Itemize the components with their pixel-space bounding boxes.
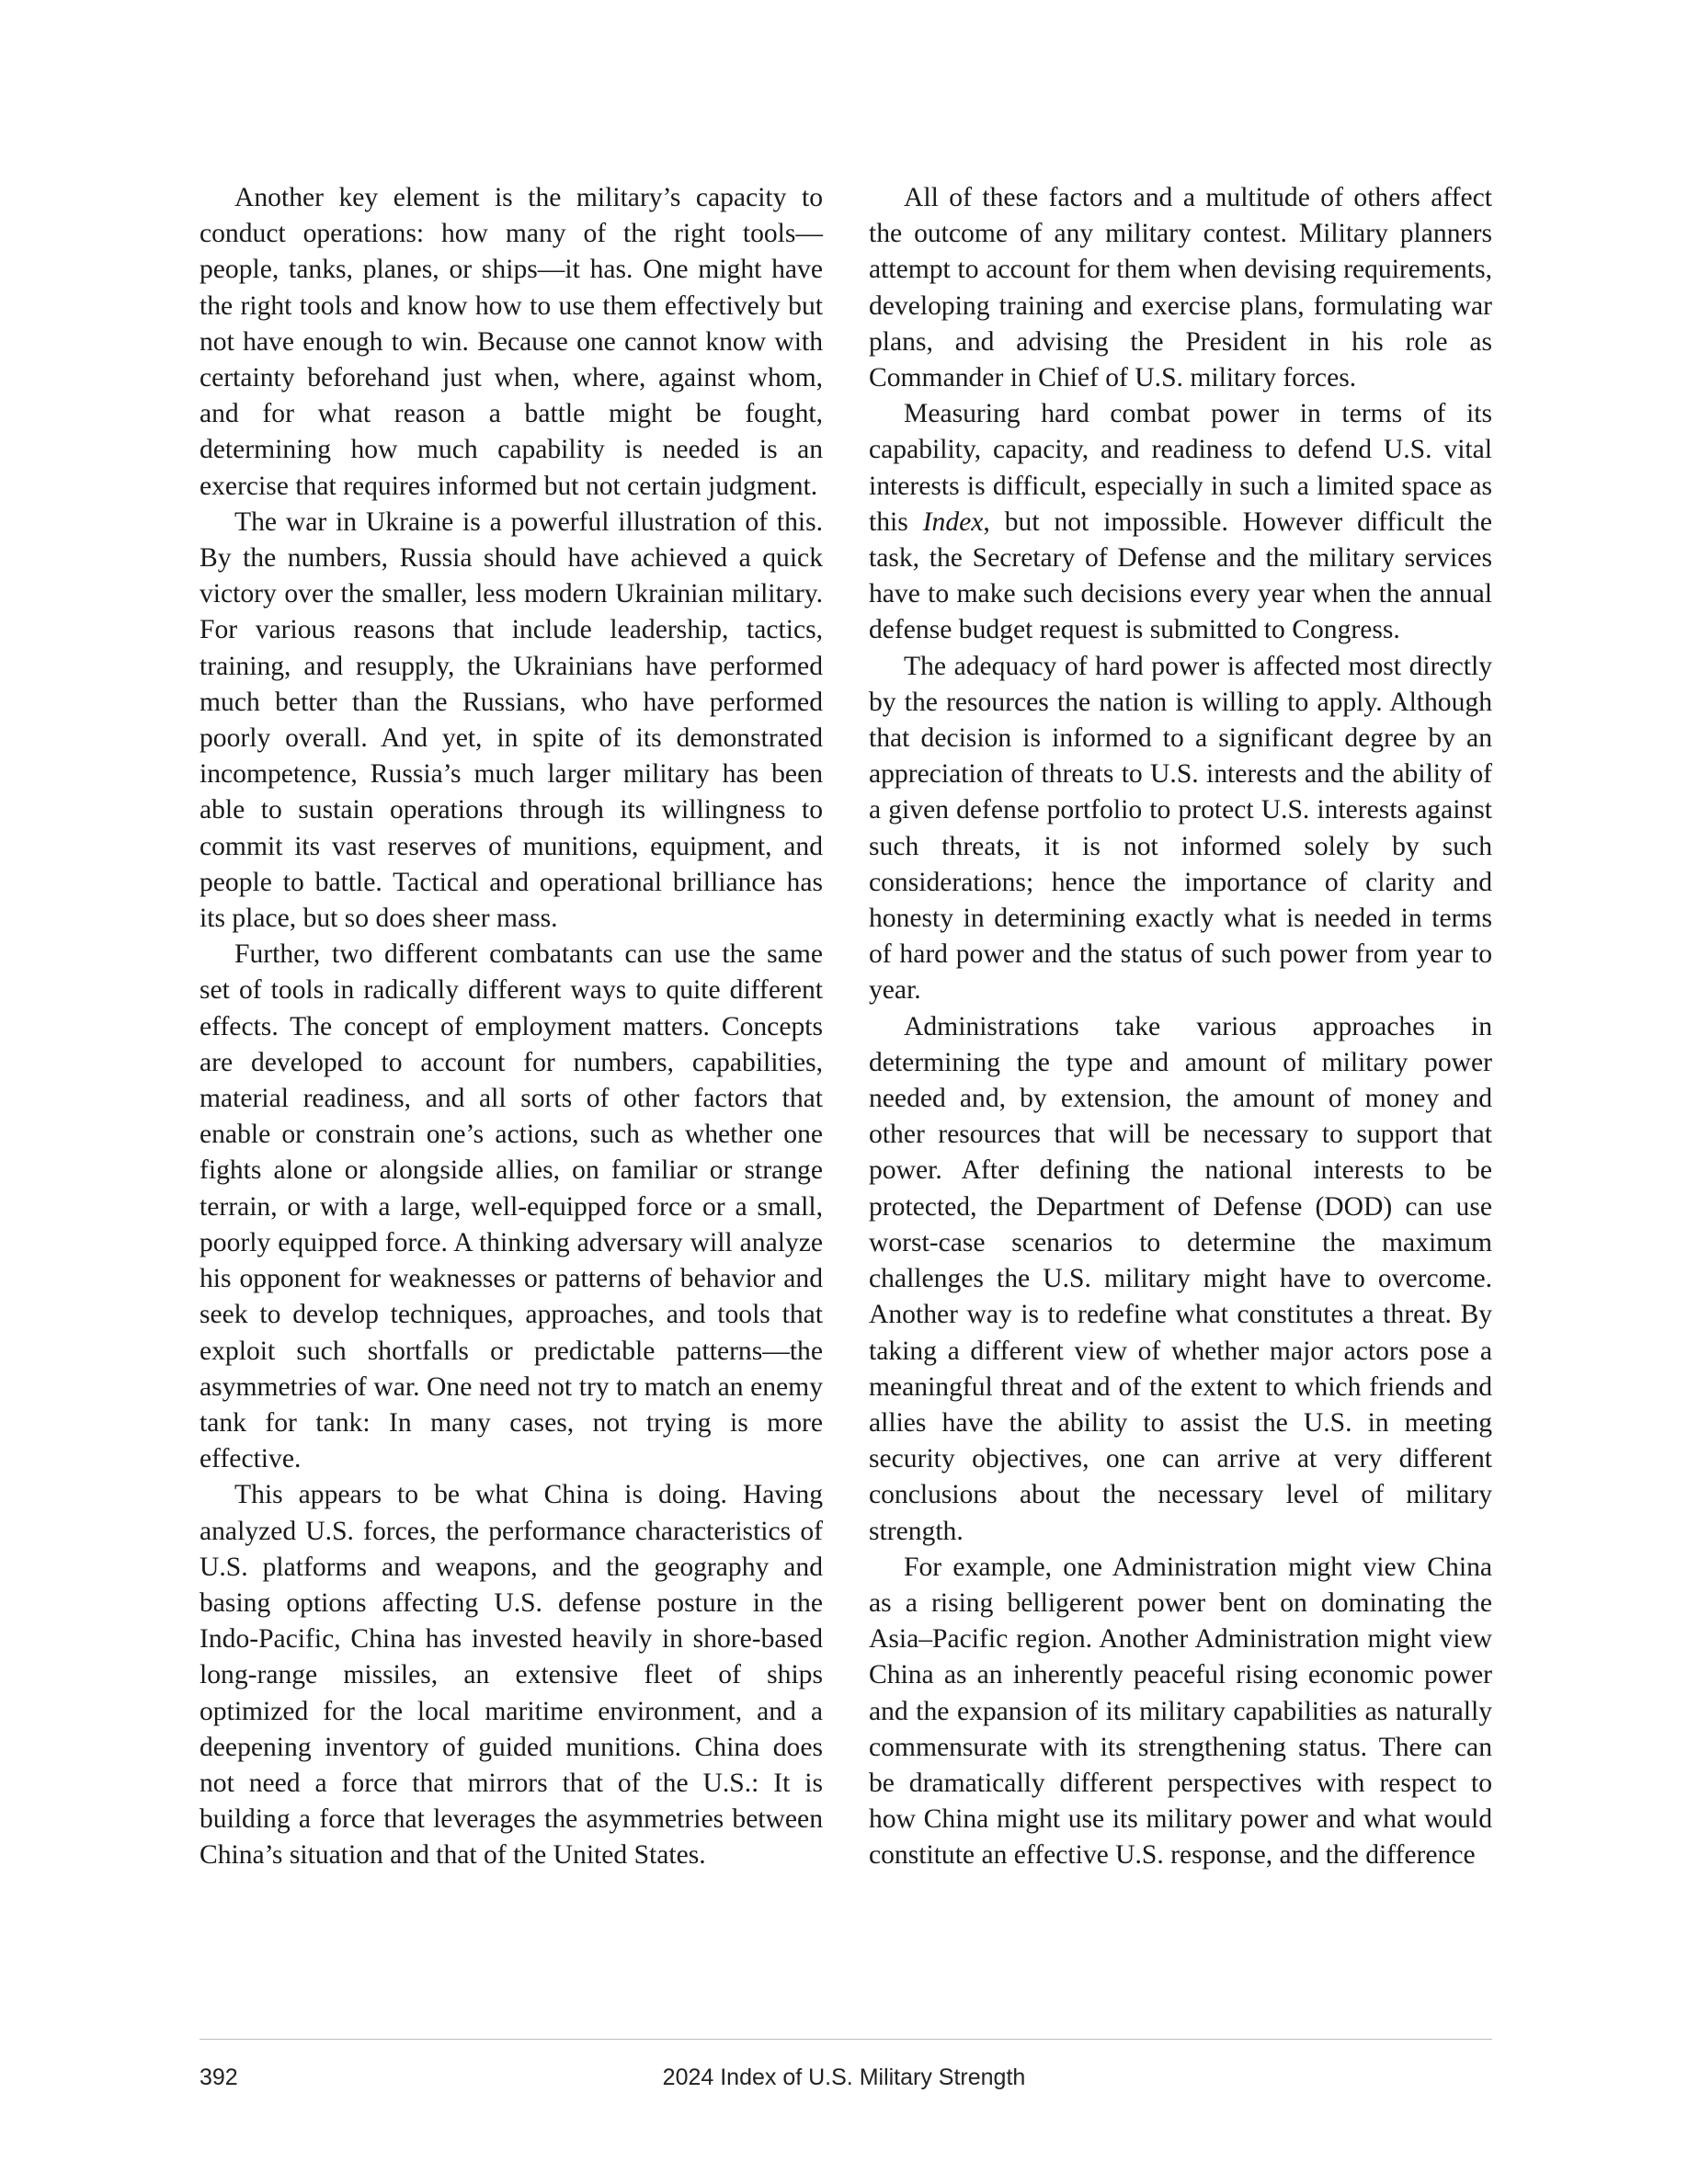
paragraph — [869, 396, 1492, 648]
paragraph-text: , but not impossible. However difficult the task, the Secretary of Defense and the military services have to make such decisions every year when the annual defense budget request is submitted to Congress. — [869, 506, 1493, 645]
paragraph: Administrations take various approaches in determining the type and amount of military power needed and, by extension, the amount of money and other resources that will be necessary to support that power. After defining the national interests to be protected, the Department of Defense (DOD) can use worst-case scenarios to determine the maximum challenges the U.S. military might have to overcome. Another way is to redefine what constitutes a threat. By taking a different view of whether major actors pose a meaningful threat and of the extent to which friends and allies have the ability to assist the U.S. in meeting security objectives, one can arrive at very different conclusions about the necessary level of military strength. — [869, 1011, 1492, 1546]
footer-divider — [200, 2039, 1492, 2040]
running-title: 2024 Index of U.S. Military Strength — [662, 2065, 1026, 2090]
index-italic: Index — [922, 506, 984, 537]
paragraph: The adequacy of hard power is affected most directly by the resources the nation is willing to apply. Although that decision is informed to a significant degree by an appreciation of threats to U.S. interests and the ability of a given defense portfolio to protect U.S. interests against such threats, it is not informed solely by such considerations; hence the importance of clarity and honesty in determining exactly what is needed in terms of hard power and the status of such power from year to year. — [869, 651, 1492, 1006]
right-column — [869, 180, 1492, 1874]
paragraph: For example, one Administration might view China as a rising belligerent power bent on dominating the Asia–Pacific region. Another Administration might view China as an inherently peaceful rising economic power and the expansion of its military capabilities as naturally commensurate with its strengthening status. There can be dramatically different perspectives with respect to how China might use its military power and what would constitute an effective U.S. response, and the difference — [869, 1552, 1492, 1871]
paragraph: This appears to be what China is doing. Having analyzed U.S. forces, the performance characteristics of U.S. platforms and weapons, and the geography and basing options affecting U.S. defense posture in the Indo-Pacific, China has invested heavily in shore-based long-range missiles, an extensive fleet of ships optimized for the local maritime environment, and a deepening inventory of guided munitions. China does not need a force that mirrors that of the U.S.: It is building a force that leverages the asymmetries between China’s situation and that of the United States. — [200, 1480, 823, 1871]
paragraph: All of these factors and a multitude of others affect the outcome of any military contest. Military planners attempt to account for them when devising requirements, developing training and exercise plans, formulating war plans, and advising the President in his role as Commander in Chief of U.S. military forces. — [869, 183, 1492, 393]
paragraph-text: Measuring hard combat power in terms of its capability, capacity, and readiness to defend U.S. vital interests is difficult, especially in such a limited space as this — [869, 399, 1492, 537]
paragraph: The war in Ukraine is a powerful illustration of this. By the numbers, Russia should have achieved a quick victory over the smaller, less modern Ukrainian military. For various reasons that include leadership, tactics, training, and resupply, the Ukrainians have performed much better than the Russians, who have performed poorly overall. And yet, in spite of its demonstrated incompetence, Russia’s much larger military has been able to sustain operations through its willingness to commit its vast reserves of munitions, equipment, and people to battle. Tactical and operational brilliance has its place, but so does sheer mass. — [200, 506, 823, 934]
page-number: 392 — [200, 2065, 238, 2090]
paragraph: Further, two different combatants can use the same set of tools in radically different ways to quite different effects. The concept of employment matters. Concepts are developed to account for numbers, capabilities, material readiness, and all sorts of other factors that enable or constrain one’s actions, such as whether one fights alone or alongside allies, on familiar or strange terrain, or with a large, well-equipped force or a small, poorly equipped force. A thinking adversary will analyze his opponent for weaknesses or patterns of behavior and seek to develop techniques, approaches, and tools that exploit such shortfalls or predictable patterns—the asymmetries of war. One need not try to match an enemy tank for tank: In many cases, not trying is more effective. — [200, 939, 823, 1474]
paragraph: Another key element is the military’s capacity to conduct operations: how many of the right tools—people, tanks, planes, or ships—it has. One might have the right tools and know how to use them effectively but not have enough to win. Because one cannot know with certainty beforehand just when, where, against whom, and for what reason a battle might be fought, determining how much capability is needed is an exercise that requires informed but not certain judgment. — [200, 183, 823, 501]
left-column — [200, 180, 823, 1874]
